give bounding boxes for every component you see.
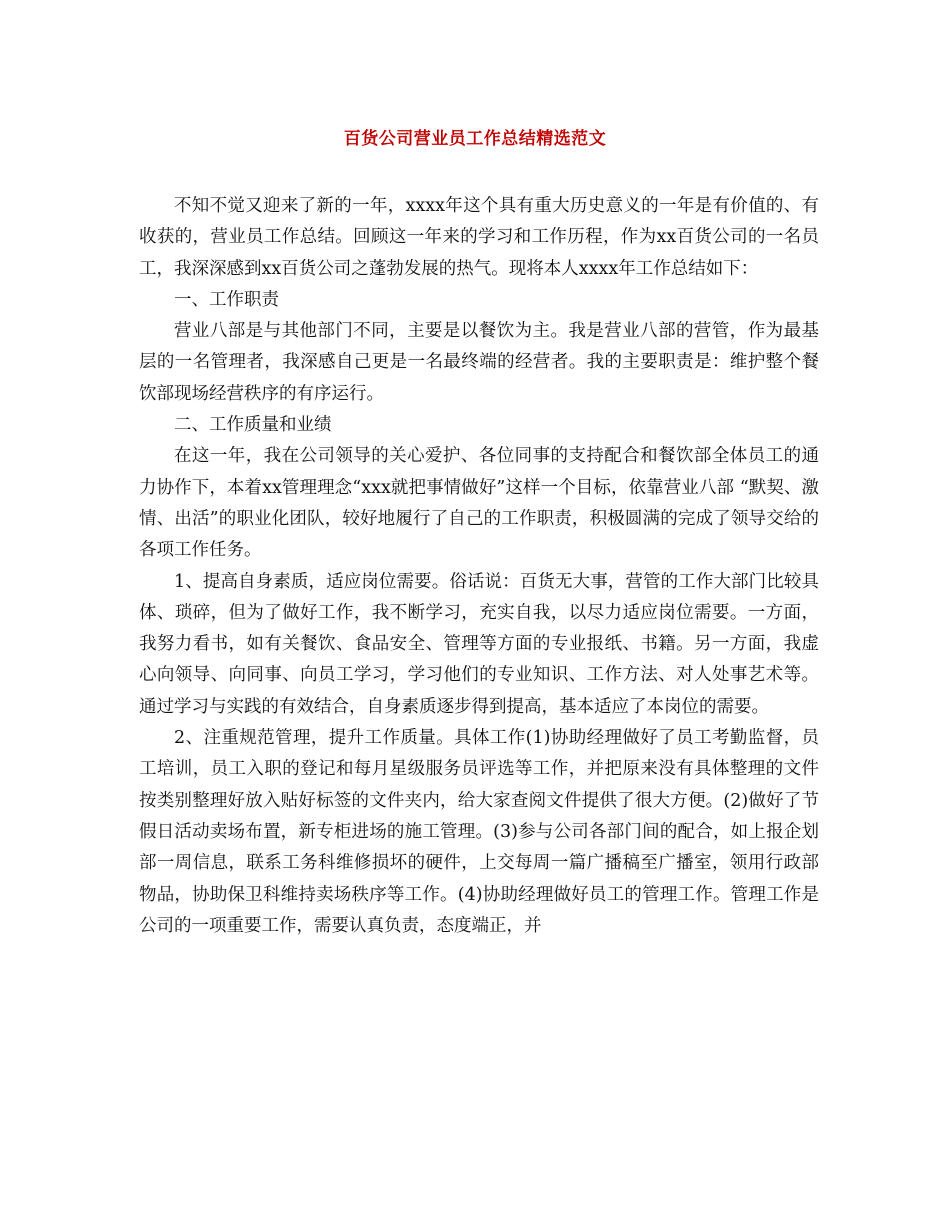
paragraph-item-1: 1、提高自身素质，适应岗位需要。俗话说：百货无大事，营管的工作大部门比较具体、琐碎，但为了做好工作，我不断学习，充实自我，以尽力适应岗位需要。一方面，我努力看书，如有关餐饮、食品安全、管理等方面的专业报纸、书籍。另一方面，我虚心向领导、向同事、向员工学习，学习他们的专业知识、工作方法、对人处事艺术等。通过学习与实践的有效结合，自身素质逐步得到提高，基本适应了本岗位的需要。	[139, 571, 819, 717]
document-title: 百货公司营业员工作总结精选范文	[343, 129, 607, 149]
section-heading-performance: 二、工作质量和业绩	[174, 415, 332, 436]
paragraph-intro: 不知不觉又迎来了新的一年，xxxx年这个具有重大历史意义的一年是有价值的、有收获的，营业员工作总结。回顾这一年来的学习和工作历程，作为xx百货公司的一名员工，我深深感到xx百货公司之蓬勃发展的热气。现将本人xxxx年工作总结如下：	[139, 196, 819, 279]
document-body	[139, 191, 819, 942]
paragraph-item-2: 2、注重规范管理，提升工作质量。具体工作(1)协助经理做好了员工考勤监督，员工培训，员工入职的登记和每月星级服务员评选等工作，并把原来没有具体整理的文件按类别整理好放入贴好标签的文件夹内，给大家查阅文件提供了很大方便。(2)做好了节假日活动卖场布置，新专柜进场的施工管理。(3)参与公司各部门间的配合，如上报企划部一周信息，联系工务科维修损坏的硬件，上交每周一篇广播稿至广播室，领用行政部物品，协助保卫科维持卖场秩序等工作。(4)协助经理做好员工的管理工作。管理工作是公司的一项重要工作，需要认真负责，态度端正，并	[139, 728, 819, 936]
paragraph-duties: 营业八部是与其他部门不同，主要是以餐饮为主。我是营业八部的营管，作为最基层的一名管理者，我深感自己更是一名最终端的经营者。我的主要职责是：维护整个餐饮部现场经营秩序的有序运行。	[139, 321, 819, 404]
paragraph-performance: 在这一年，我在公司领导的关心爱护、各位同事的支持配合和餐饮部全体员工的通力协作下，本着xx管理理念“xxx就把事情做好”这样一个目标，依靠营业八部 “默契、激情、出活”的职业化团队，较好地履行了自己的工作职责，积极圆满的完成了领导交给的各项工作任务。	[139, 446, 819, 561]
section-heading-duties: 一、工作职责	[174, 289, 279, 310]
